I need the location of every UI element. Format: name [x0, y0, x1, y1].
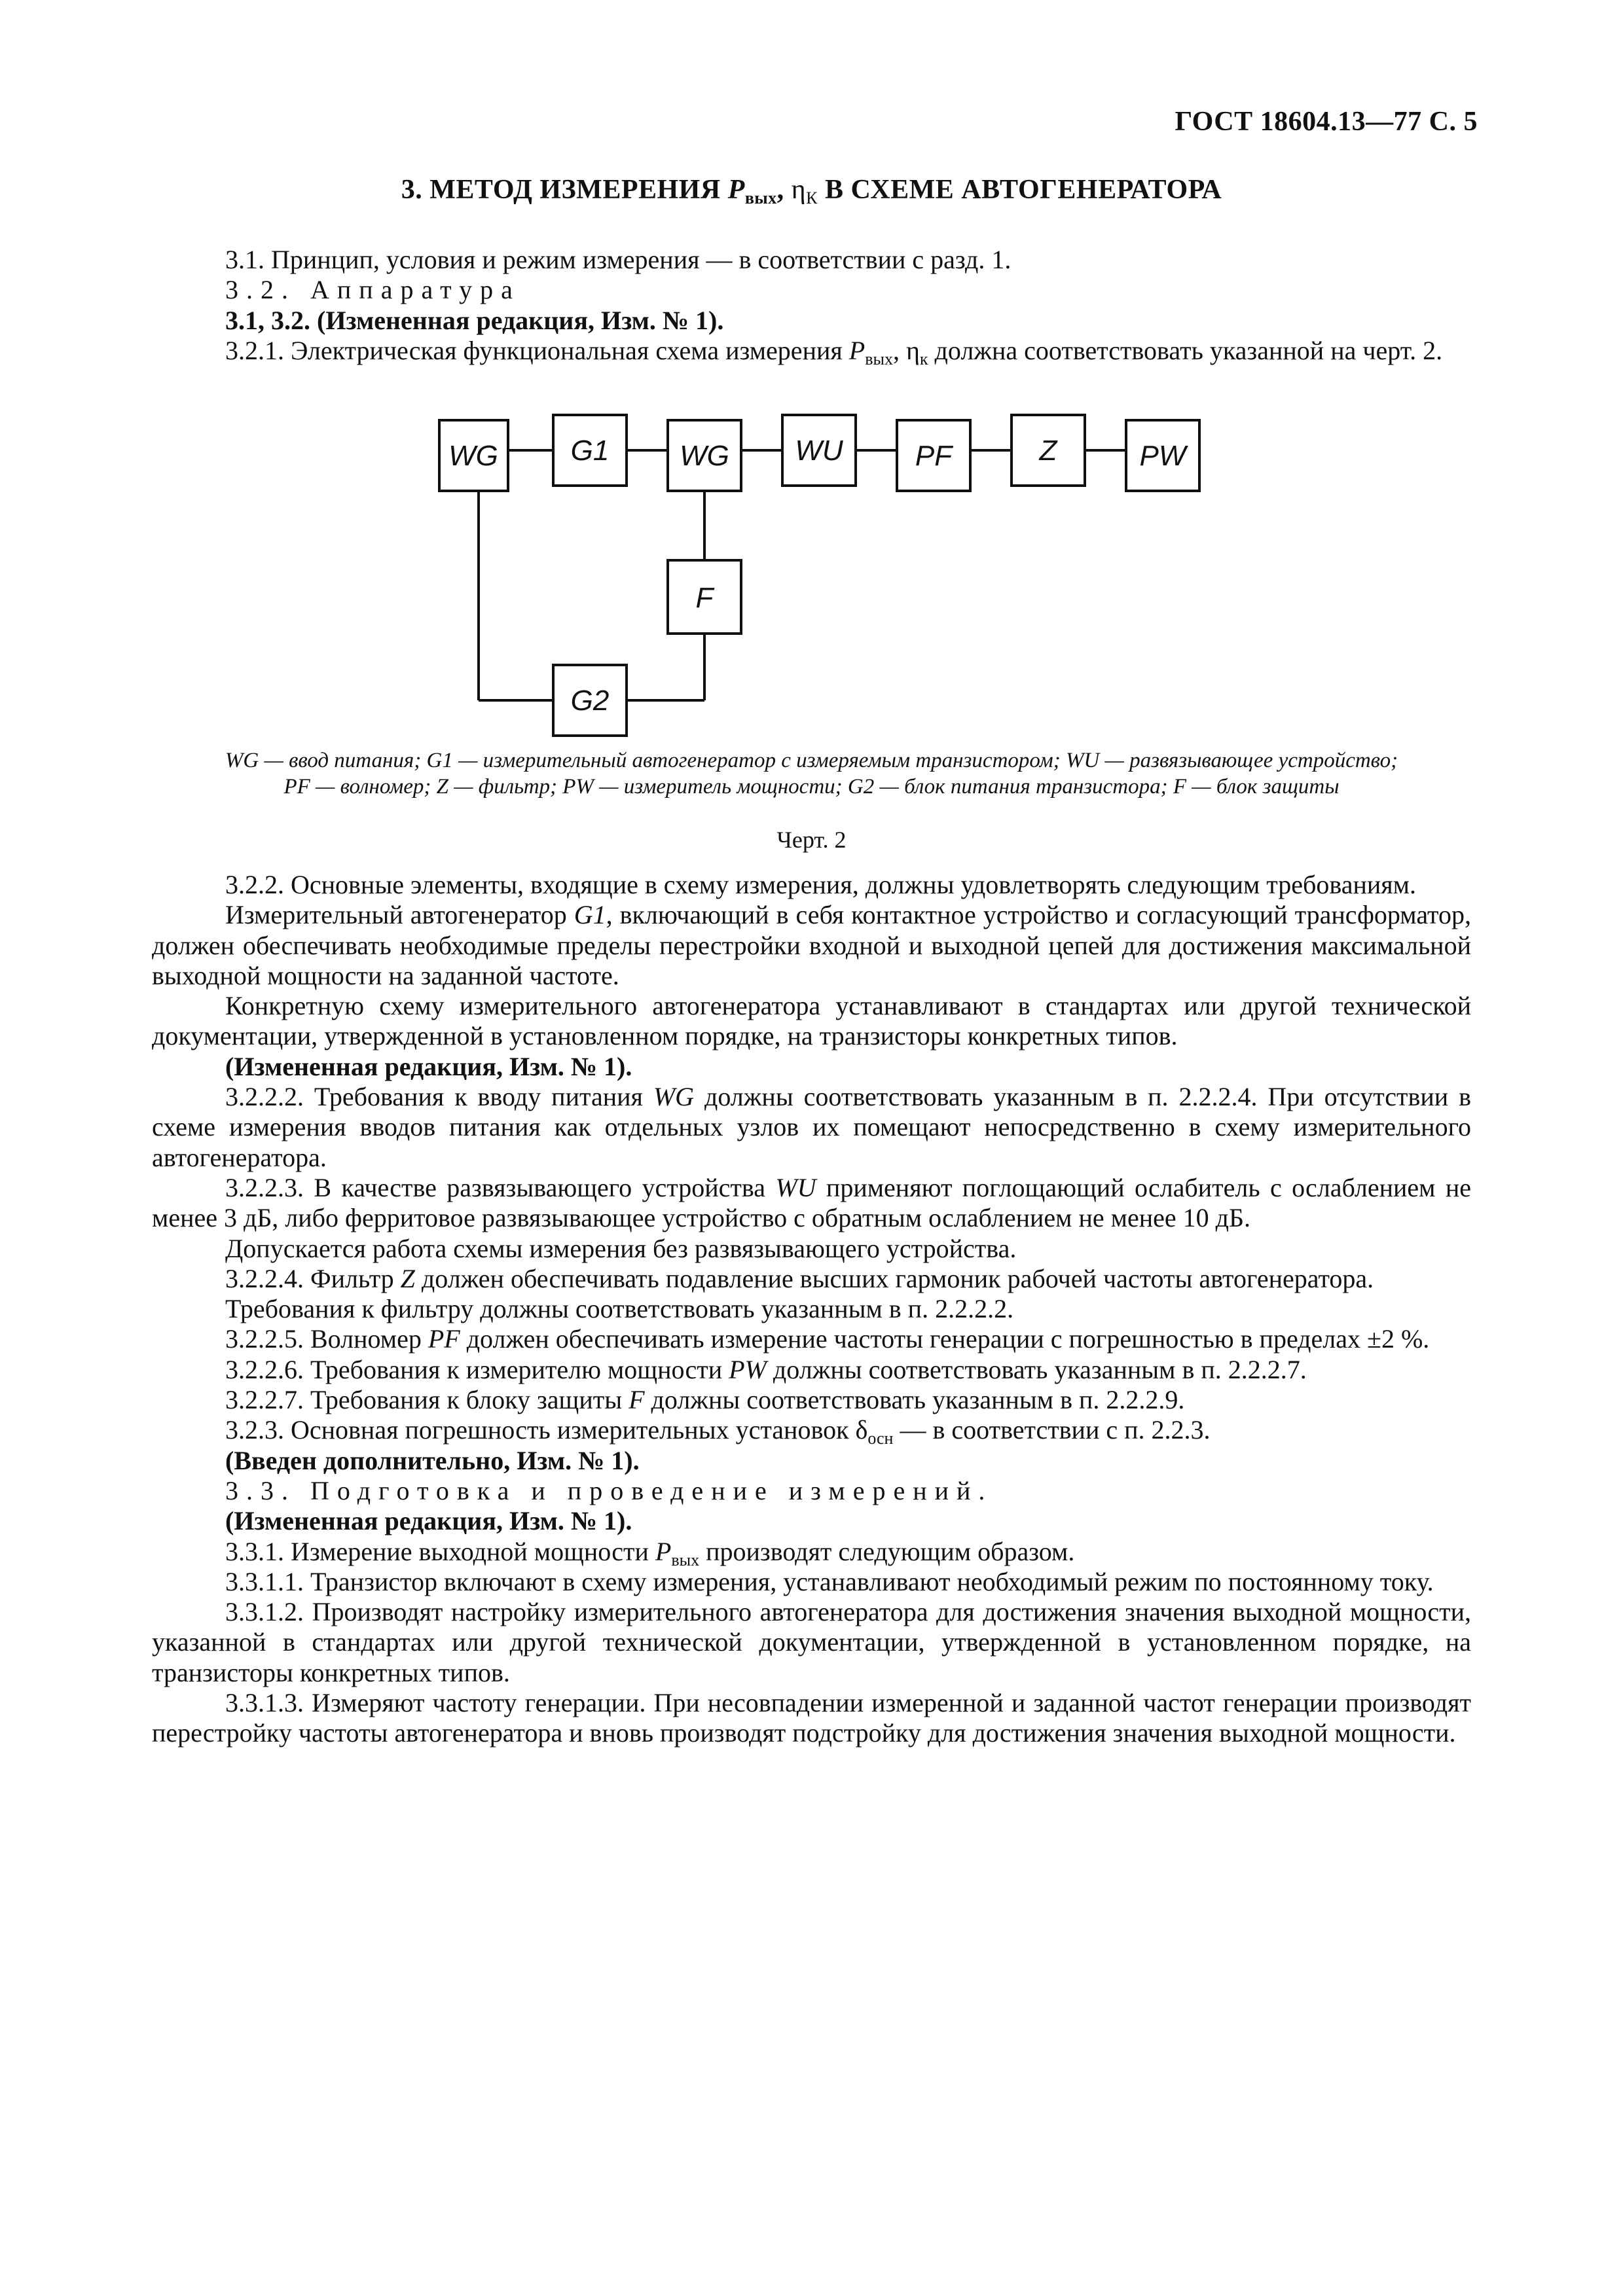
legend-line-2: PF — волномер; Z — фильтр; PW — измеритель мощности; G2 — блок питания транзистора; F — блок защиты: [283, 775, 1340, 798]
para-3-2-2-3: 3.2.2.3. В качестве развязывающего устройства WU применяют поглощающий ослабитель с ослаблением не менее 3 дБ, либо ферритовое развязывающее устройство с обратным ослаблением не менее 10 дБ.: [152, 1172, 1471, 1233]
text-block-main: [152, 870, 1471, 1749]
para-allowed: Допускается работа схемы измерения без развязывающего устройства.: [225, 1233, 1017, 1263]
section-title: 3. МЕТОД ИЗМЕРЕНИЯ $P_{вых}$, $\eta_К$ В СХЕМЕ АВТОГЕНЕРАТОРА: [401, 175, 1222, 207]
amendment-note: (Измененная редакция, Изм. № 1).: [225, 1051, 632, 1081]
para-3-3-1-2: 3.3.1.2. Производят настройку измерительного автогенератора для достижения значения выходной мощности, указанной в стандартах или другой технической документации, утвержденной в установленном порядке, на транзисторы конкретных типов.: [152, 1597, 1471, 1687]
label-z: Z: [1039, 435, 1057, 467]
label-pf: PF: [915, 440, 953, 472]
label-pw: PW: [1139, 440, 1186, 472]
para-3-2: 3.2. Аппаратура: [225, 275, 520, 305]
para-3-3-1-1: 3.3.1.1. Транзистор включают в схему измерения, устанавливают необходимый режим по постоянному току.: [225, 1566, 1434, 1596]
label-g2: G2: [570, 685, 610, 717]
amendment-note: 3.1, 3.2. (Измененная редакция, Изм. № 1).: [225, 305, 724, 335]
label-wg-input: WG: [448, 440, 498, 472]
amendment-note: (Измененная редакция, Изм. № 1).: [225, 1506, 632, 1536]
para-3-2-2: 3.2.2. Основные элементы, входящие в схему измерения, должны удовлетворять следующим требованиям.: [225, 870, 1416, 899]
amendment-note: (Введен дополнительно, Изм. № 1).: [225, 1445, 640, 1475]
functional-diagram: [393, 404, 1218, 748]
label-f: F: [695, 582, 714, 614]
para-3-2-1: 3.2.1. Электрическая функциональная схема измерения $P_{вых}$, $\eta_к$ должна соответствовать указанной на черт. 2.: [225, 335, 1443, 368]
para-3-1: 3.1. Принцип, условия и режим измерения — в соответствии с разд. 1.: [225, 245, 1012, 274]
para-g1: Измерительный автогенератор G1, включающий в себя контактное устройство и согласующий трансформатор, должен обеспечивать необходимые пределы перестройки входной и выходной цепей для достижения максимальной выходной мощности на заданной частоте.: [152, 900, 1471, 990]
para-3-2-3: 3.2.3. Основная погрешность измерительных установок $\delta_{осн}$ — в соответствии с п. 2.2.3.: [225, 1415, 1211, 1448]
para-3-2-2-2: 3.2.2.2. Требования к вводу питания WG должны соответствовать указанным в п. 2.2.2.4. При отсутствии в схеме измерения вводов питания как отдельных узлов их помещают непосредственно в схему измерительного автогенератора.: [152, 1082, 1471, 1172]
para-3-2-2-6: 3.2.2.6. Требования к измерителю мощности PW должны соответствовать указанным в п. 2.2.2.7.: [225, 1354, 1307, 1384]
para-3-2-2-7: 3.2.2.7. Требования к блоку защиты F должны соответствовать указанным в п. 2.2.2.9.: [225, 1385, 1185, 1415]
label-wg-second: WG: [680, 440, 729, 472]
diagram-legend: [152, 747, 1471, 800]
page-header: ГОСТ 18604.13—77 С. 5: [1175, 107, 1478, 137]
label-g1: G1: [570, 435, 610, 467]
para-filter-req: Требования к фильтру должны соответствовать указанным в п. 2.2.2.2.: [225, 1294, 1014, 1324]
legend-line-1: WG — ввод питания; G1 — измерительный автогенератор с измеряемым транзистором; WU — развязывающее устройство;: [225, 749, 1398, 772]
para-3-2-2-5: 3.2.2.5. Волномер PF должен обеспечивать измерение частоты генерации с погрешностью в пределах ±2 %.: [225, 1324, 1430, 1354]
para-3-3: 3.3. Подготовка и проведение измерений.: [225, 1475, 993, 1505]
figure-caption: Черт. 2: [776, 827, 847, 853]
para-3-3-1: 3.3.1. Измерение выходной мощности $P_{вых}$ производят следующим образом.: [225, 1536, 1075, 1570]
text-block-top: [152, 245, 1471, 366]
label-wu: WU: [795, 435, 843, 467]
para-3-2-2-4: 3.2.2.4. Фильтр Z должен обеспечивать подавление высших гармоник рабочей частоты автогенератора.: [225, 1263, 1374, 1293]
para-3-3-1-3: 3.3.1.3. Измеряют частоту генерации. При несовпадении измеренной и заданной частот генерации производят перестройку частоты автогенератора и вновь производят подстройку для достижения значения выходной мощности.: [152, 1688, 1471, 1748]
para-specific-scheme: Конкретную схему измерительного автогенератора устанавливают в стандартах или другой технической документации, утвержденной в установленном порядке, на транзисторы конкретных типов.: [152, 991, 1471, 1051]
